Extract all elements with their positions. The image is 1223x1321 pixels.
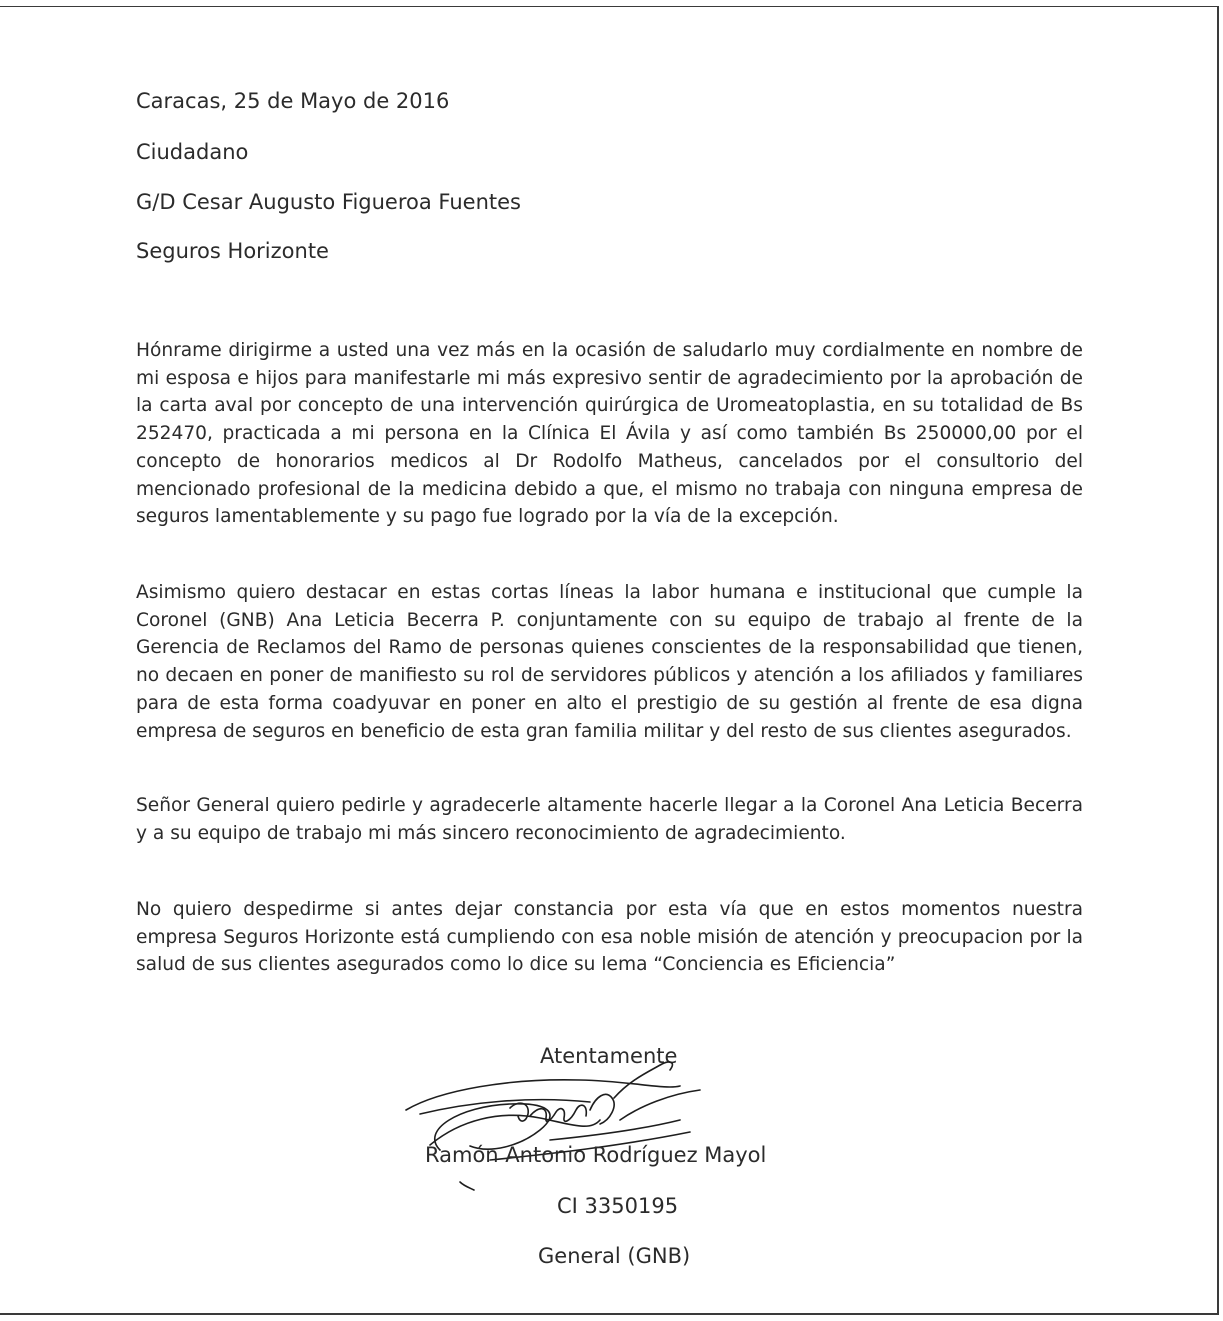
paragraph-farewell: No quiero despedirme si antes dejar constancia por esta vía que en estos momentos nuestra empresa Seguros Horizonte está cumpliendo con esa noble misión de atención y preocupacion por la salud de sus clientes asegurados como lo dice su lema “Conciencia es Eficiencia” bbox=[136, 899, 1083, 976]
paragraph-gratitude: Hónrame dirigirme a usted una vez más en la ocasión de saludarlo muy cordialmente en nombre de mi esposa e hijos para manifestarle mi más expresivo sentir de agradecimiento por la aprobación de la carta aval por concepto de una intervención quirúrgica de Uromeatoplastia, en su totalidad de Bs 252470, practicada a mi persona en la Clínica El Ávila y así como también Bs 250000,00 por el concepto de honorarios medicos al Dr Rodolfo Matheus, cancelados por el consultorio del mencionado profesional de la medicina debido a que, el mismo no trabaja con ninguna empresa de seguros lamentablemente y su pago fue logrado por la vía de la excepción. bbox=[136, 340, 1083, 528]
recipient-salutation: Ciudadano bbox=[136, 140, 249, 164]
recipient-name: G/D Cesar Augusto Figueroa Fuentes bbox=[136, 190, 521, 214]
closing: Atentamente bbox=[540, 1044, 678, 1068]
signer-rank: General (GNB) bbox=[538, 1244, 691, 1268]
paragraph-recognition: Asimismo quiero destacar en estas cortas líneas la labor humana e institucional que cumple la Coronel (GNB) Ana Leticia Becerra P. conjuntamente con su equipo de trabajo al frente de la Gerencia de Reclamos del Ramo de personas quienes conscientes de la responsabilidad que tienen, no decaen en poner de manifiesto su rol de servidores públicos y atención a los afiliados y familiares para de esta forma coadyuvar en poner en alto el prestigio de su gestión al frente de esa digna empresa de seguros en beneficio de esta gran familia militar y del resto de sus clientes asegurados. bbox=[136, 582, 1083, 742]
date-line: Caracas, 25 de Mayo de 2016 bbox=[136, 89, 450, 113]
handwritten-signature bbox=[400, 1050, 720, 1200]
signer-name: Ramón Antonio Rodríguez Mayol bbox=[425, 1143, 767, 1167]
recipient-company: Seguros Horizonte bbox=[136, 239, 329, 263]
paragraph-request: Señor General quiero pedirle y agradecerle altamente hacerle llegar a la Coronel Ana Leticia Becerra y a su equipo de trabajo mi más sincero reconocimiento de agradecimiento. bbox=[136, 795, 1083, 844]
signer-id: CI 3350195 bbox=[557, 1194, 679, 1218]
